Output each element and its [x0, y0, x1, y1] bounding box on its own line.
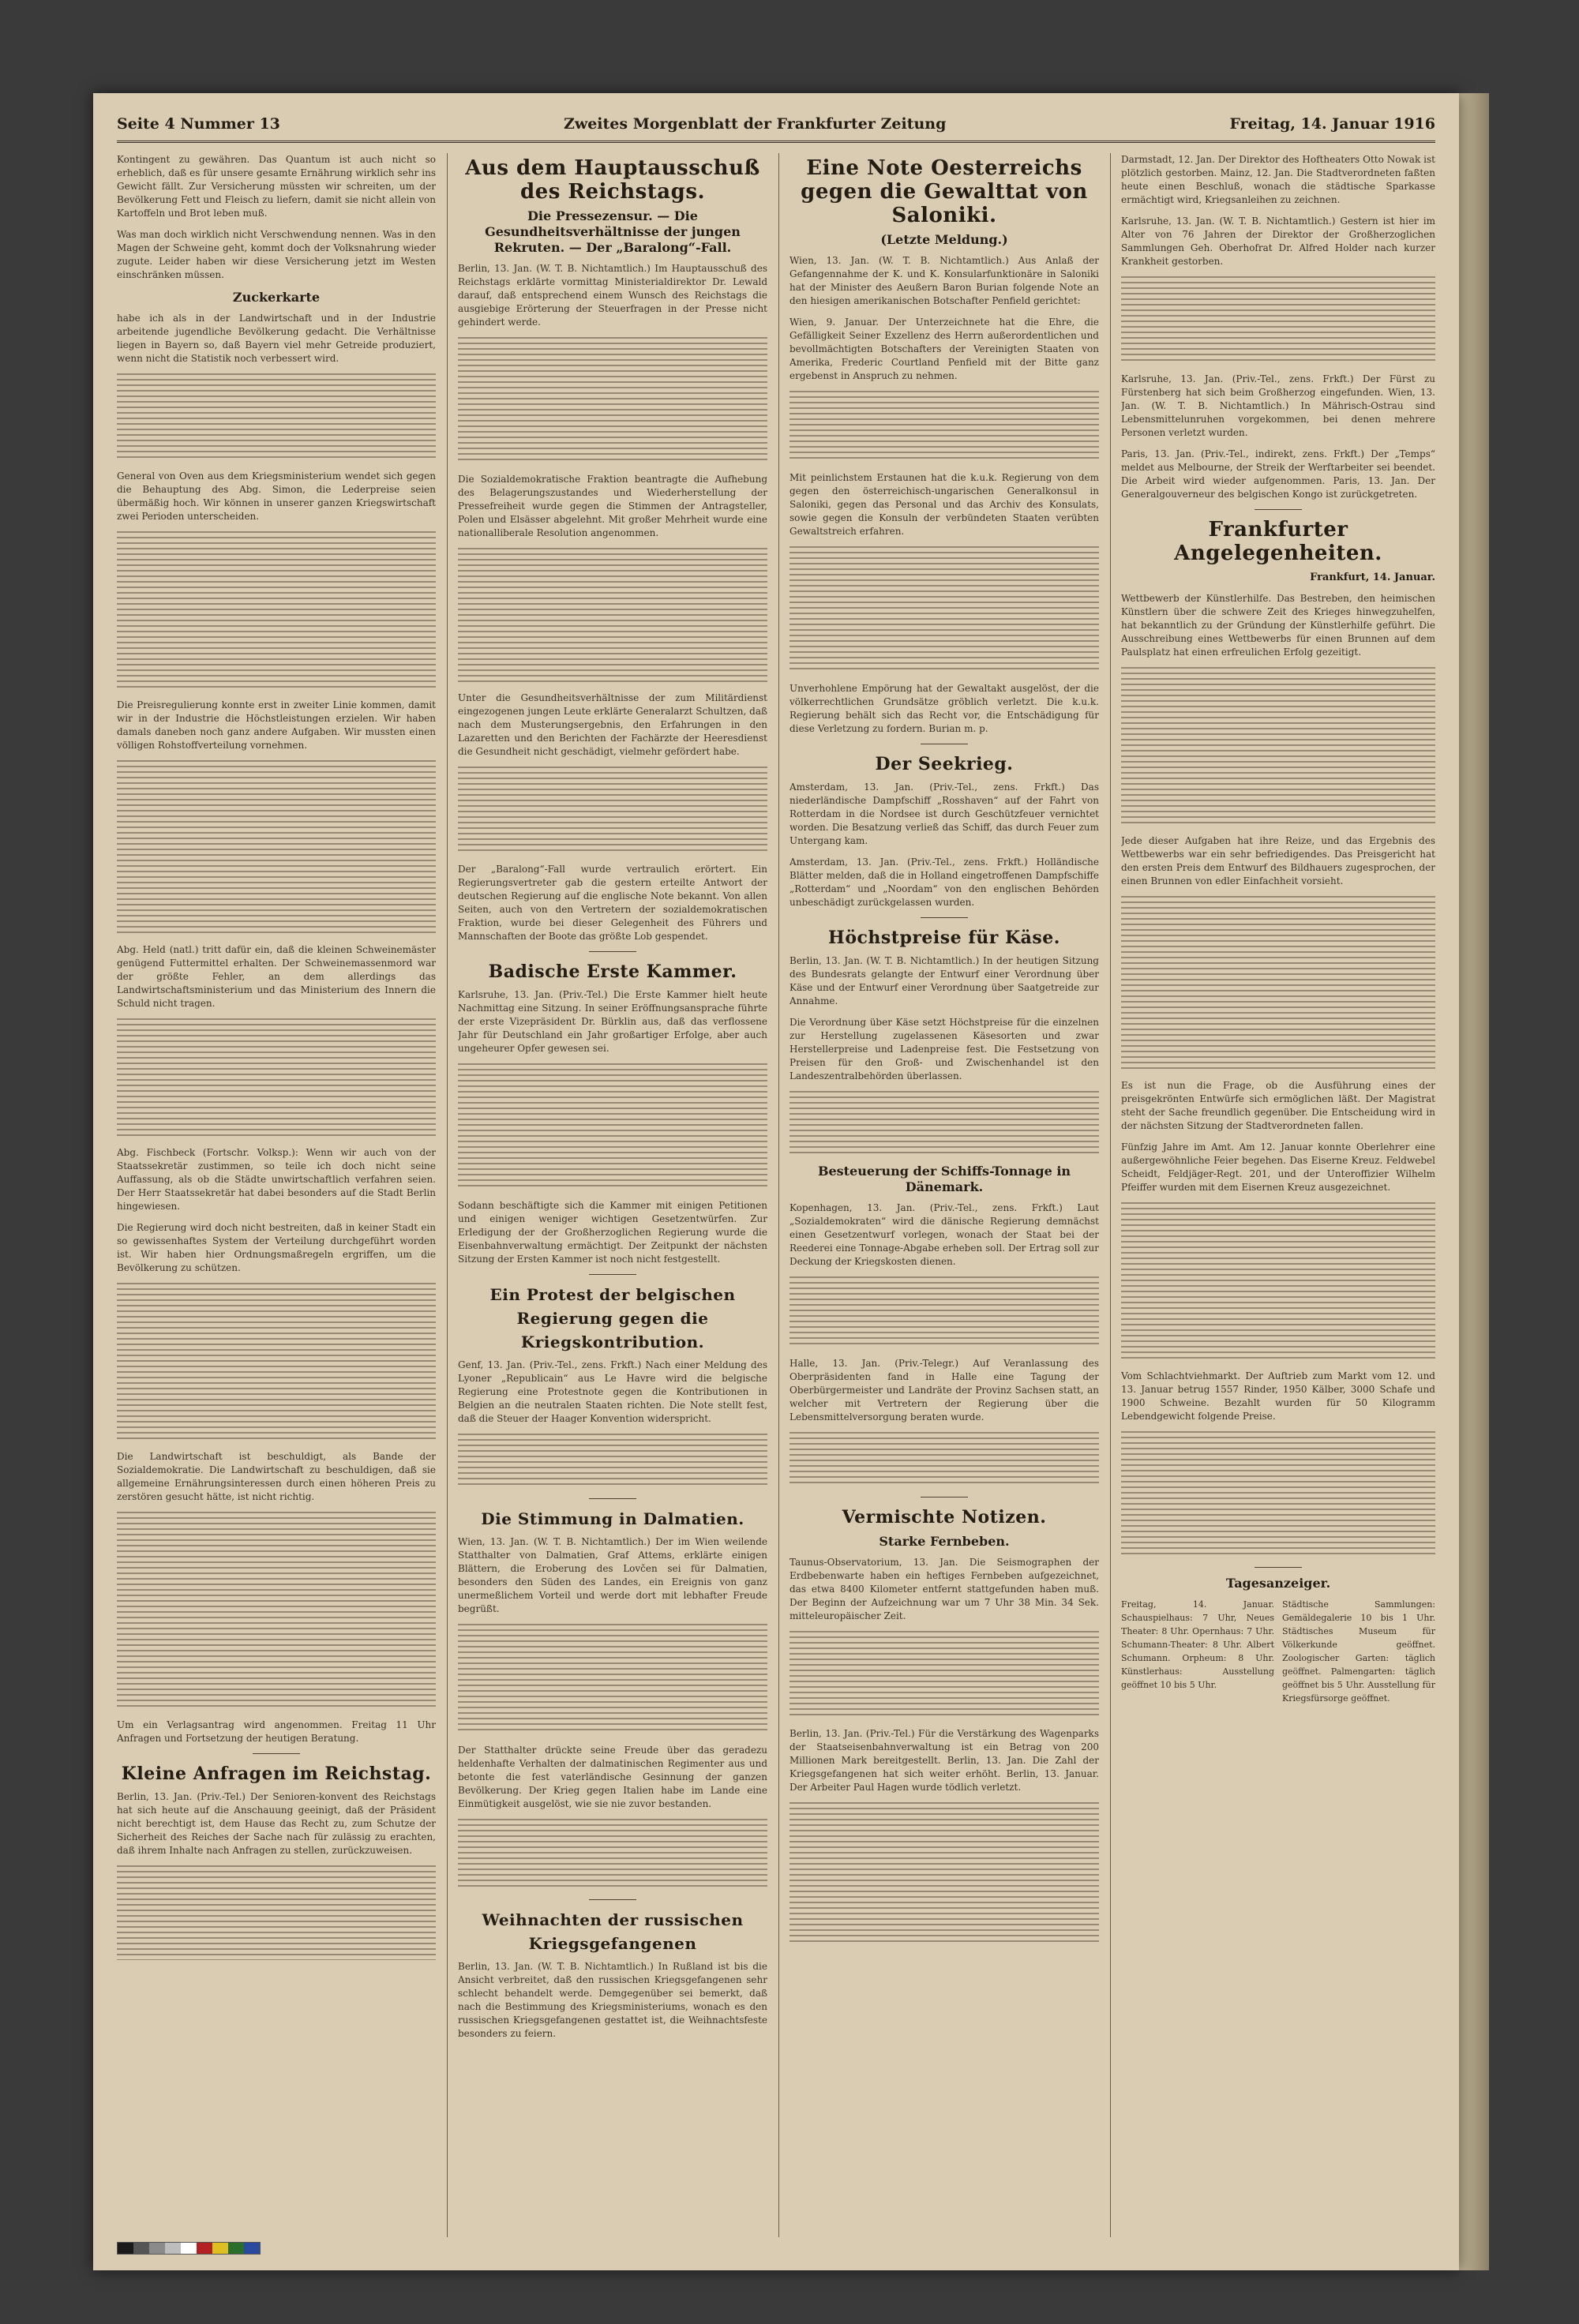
text-block [117, 1865, 436, 1960]
subheadline: (Letzte Meldung.) [880, 232, 1008, 247]
article-paragraph: Wettbewerb der Künstlerhilfe. Das Bestreben, den heimischen Künstlern über die schwere Zeit des Krieges hinwegzuhelfen, hat bekanntlich zu der Gründung der Künstlerhilfe geführt. Die Ausschreibung eines Wettbewerbs für einen Brunnen auf dem Paulsplatz hat einen erfreulichen Erfolg gezeitigt. [1121, 593, 1435, 658]
headline: Die Stimmung in Dalmatien. [481, 1509, 744, 1528]
edition-title: Zweites Morgenblatt der Frankfurter Zeitung [563, 115, 947, 133]
subheadline: Starke Fernbeben. [879, 1534, 1010, 1549]
section-heading: Zuckerkarte [232, 290, 321, 305]
article-paragraph: Berlin, 13. Jan. (W. T. B. Nichtamtlich.) In der heutigen Sitzung des Bundesrats gelangte der Entwurf einer Verordnung über Käse und der Entwurf einer Verordnung über Saatgetreide zur Annahme. [790, 955, 1099, 1006]
article-paragraph: Taunus-Observatorium, 13. Jan. Die Seismographen der Erdbebenwarte haben ein heftiges Fernbeben aufgezeichnet, das etwa 8400 Kilometer entfernt stattgefunden haben muß. Der Beginn der Aufzeichnung war um 7 Uhr 38 Min. 34 Sek. mitteleuropäischer Zeit. [790, 1557, 1099, 1621]
color-swatch [228, 2243, 244, 2254]
text-block [117, 373, 436, 460]
column-4 [1121, 153, 1435, 2245]
headline: Der Seekrieg. [875, 754, 1014, 774]
divider [253, 1753, 300, 1754]
article-paragraph: Um ein Verlagsantrag wird angenommen. Freitag 11 Uhr Anfragen und Fortsetzung der heutigen Beratung. [117, 1719, 436, 1744]
article-paragraph: Abg. Fischbeck (Fortschr. Volksp.): Wenn wir auch von der Staatssekretär zustimmen, so teile ich doch nicht seine Auffassung, als ob die Städte unwirtschaftlich verfahren seien. Der Herr Staatssekretär hat dabei besonders auf die Stadt Berlin hingewiesen. [117, 1147, 436, 1212]
text-block [458, 1434, 767, 1489]
color-swatch [149, 2243, 165, 2254]
article-paragraph: Berlin, 13. Jan. (W. T. B. Nichtamtlich.) Im Hauptausschuß des Reichstags erklärte vormittag Ministerialdirektor Dr. Lewald darauf, daß entsprechend einem Wunsch des Reichstags die ausgiebige Erörterung der Steuerfragen in der Presse nicht gehindert werde. [458, 263, 767, 328]
text-block [458, 1624, 767, 1734]
text-block [117, 531, 436, 689]
text-block [790, 1432, 1099, 1487]
color-swatch [165, 2243, 181, 2254]
text-block [790, 391, 1099, 462]
text-block [458, 548, 767, 682]
text-block [1121, 1431, 1435, 1557]
article-paragraph: Wien, 13. Jan. (W. T. B. Nichtamtlich.) Der im Wien weilende Statthalter von Dalmatien, Graf Attems, erklärte einigen Blättern, die Eroberung des Lovčen sei für Dalmatien, besonders den Süden des Landes, ein Ereignis von ganz unermeßlichem Vorteil und werde dort mit lebhafter Freude begrüßt. [458, 1536, 767, 1614]
divider [1255, 1567, 1302, 1568]
issue-date: Freitag, 14. Januar 1916 [1229, 115, 1435, 133]
divider [589, 1274, 636, 1275]
text-block [117, 1283, 436, 1441]
color-swatch [133, 2243, 149, 2254]
article-paragraph: Darmstadt, 12. Jan. Der Direktor des Hoftheaters Otto Nowak ist plötzlich gestorben. Mainz, 12. Jan. Die Stadtverordneten faßten heute einen Beschluß, wonach die städtische Sparkasse ermächtigt wird, Kriegsanleihen zu zeichnen. [1121, 154, 1435, 205]
article-paragraph: habe ich als in der Landwirtschaft und in der Industrie arbeitende jugendliche Bevölkerung gedacht. Die Verhältnisse liegen in Bayern so, daß Bayern viel mehr Getreide produziert, wenn nicht die Statistik noch verbessert wird. [117, 313, 436, 364]
article-paragraph: Berlin, 13. Jan. (Priv.-Tel.) Für die Verstärkung des Wagenparks der Staatseisenbahnverwaltung ist ein Betrag von 200 Millionen Mark bereitgestellt. Berlin, 13. Jan. Die Zahl der Kriegsgefangenen hat sich weiter erhöht. Berlin, 13. Januar. Der Arbeiter Paul Hagen wurde tödlich verletzt. [790, 1728, 1099, 1793]
text-block [1121, 1202, 1435, 1360]
text-block [458, 1819, 767, 1890]
text-block [790, 1276, 1099, 1348]
text-block [117, 760, 436, 934]
article-paragraph: Unter die Gesundheitsverhältnisse der zum Militärdienst eingezogenen jungen Leute erklärte Generalarzt Schultzen, daß nach dem Musterungsergebnis, den Erfahrungen in den Lazaretten und den Berichten der Fachärzte der Heeresdienst die Gesundheit nicht geschädigt, vielmehr gefördert habe. [458, 692, 767, 757]
article-paragraph: Die Regierung wird doch nicht bestreiten, daß in keiner Stadt ein so gewissenhaftes System der Verteilung durchgeführt worden ist. Wir haben hier Ordnungsmaßregeln ergriffen, um die Bevölkerung zu schützen. [117, 1222, 436, 1273]
text-block [1121, 276, 1435, 363]
column-1 [117, 153, 436, 2245]
article-paragraph: Fünfzig Jahre im Amt. Am 12. Januar konnte Oberlehrer eine außergewöhnliche Feier begehen. Das Eiserne Kreuz. Feldwebel Scheidt, Feldjäger-Regt. 201, und der Unteroffizier Wilhelm Pfeiffer wurden mit dem Eisernen Kreuz ausgezeichnet. [1121, 1141, 1435, 1193]
divider [589, 951, 636, 952]
headline: Ein Protest der belgischen Regierung gegen die Kriegskontribution. [489, 1285, 736, 1351]
text-block [458, 337, 767, 463]
column-3 [790, 153, 1099, 2245]
article-paragraph: Karlsruhe, 13. Jan. (W. T. B. Nichtamtlich.) Gestern ist hier im Alter von 76 Jahren der Direktor der Großherzoglichen Sammlungen Geh. Oberhofrat Dr. Alfred Holder nach kurzer Krankheit gestorben. [1121, 216, 1435, 267]
article-paragraph: Abg. Held (natl.) tritt dafür ein, daß die kleinen Schweinemäster genügend Futtermittel erhalten. Der Schweinemassenmord war der größte Fehler, an dem allerdings das Landwirtschaftsministerium und das Ministerium des Innern die Schuld nicht tragen. [117, 944, 436, 1009]
page-number: Seite 4 Nummer 13 [117, 115, 280, 133]
article-paragraph: General von Oven aus dem Kriegsministerium wendet sich gegen die Behauptung des Abg. Simon, die Lederpreise seien übermäßig hoch. Wir können in unserer ganzen Kriegswirtschaft zwei Perioden unterscheiden. [117, 470, 436, 522]
subheadline: Besteuerung der Schiffs-Tonnage in Dänemark. [817, 1164, 1071, 1194]
article-paragraph: Amsterdam, 13. Jan. (Priv.-Tel., zens. Frkft.) Das niederländische Dampfschiff „Rosshaven“ auf der Fahrt von Rotterdam in die Nordsee ist durch Geschützfeuer vernichtet worden. Die Besatzung verließ das Schiff, das durch Feuer zum Untergang kam. [790, 782, 1099, 846]
text-block [790, 1631, 1099, 1718]
headline: Kleine Anfragen im Reichstag. [121, 1764, 432, 1784]
article-paragraph: Berlin, 13. Jan. (W. T. B. Nichtamtlich.) In Rußland ist bis die Ansicht verbreitet, daß den russischen Kriegsgefangenen sehr schlecht behandelt werde. Demgegenüber sei bemerkt, daß nach die Bestimmung des Kriegsministeriums, wonach es den russischen Kriegsgefangenen gestattet ist, die Weihnachtsfeste besonders zu feiern. [458, 1961, 767, 2039]
article-paragraph: Kopenhagen, 13. Jan. (Priv.-Tel., zens. Frkft.) Laut „Sozialdemokraten“ wird die dänische Regierung demnächst einen Gesetzentwurf vorlegen, wonach der Staat bei der Reederei eine Tonnage-Abgabe erheben soll. Der Ertrag soll zur Deckung der Kriegskosten dienen. [790, 1202, 1099, 1267]
article-paragraph: Unverhohlene Empörung hat der Gewaltakt ausgelöst, der die völkerrechtlichen Grundsätze gröblich verletzt. Die k.u.k. Regierung behält sich das Recht vor, die Entschädigung für diese Verletzung zu fordern. Burian m. p. [790, 683, 1099, 734]
article-paragraph: Berlin, 13. Jan. (Priv.-Tel.) Der Senioren-konvent des Reichstags hat sich heute auf die Anschauung geeinigt, daß der Präsident nicht berechtigt ist, dem Hause das Recht zu, zum Schutze der Sicherheit des Reiches der Sache nach für zulässig zu erachten, daß ihrem Inhalte nach Anfragen zu stellen, zurückzuweisen. [117, 1791, 436, 1856]
text-block [458, 1063, 767, 1190]
page-header [117, 107, 1435, 143]
article-paragraph: Wien, 9. Januar. Der Unterzeichnete hat die Ehre, die Gefälligkeit Seiner Exzellenz des Herrn außerordentlichen und bevollmächtigten Botschafters der Vereinigten Staaten von Amerika, Frederic Courtland Penfield mit der Bitte ganz ergebenst in Anspruch zu nehmen. [790, 317, 1099, 381]
article-paragraph: Sodann beschäftigte sich die Kammer mit einigen Petitionen und einigen weniger wichtigen Gesetzentwürfen. Zur Erledigung der der Großherzoglichen Regierung wurde die Eisenbahnverwaltung ermächtigt. Der Zeitpunkt der nächsten Sitzung der Ersten Kammer ist noch nicht festgestellt. [458, 1200, 767, 1265]
headline: Vermischte Notizen. [842, 1507, 1047, 1527]
divider [1255, 509, 1302, 510]
headline: Badische Erste Kammer. [488, 961, 737, 982]
color-swatch [181, 2243, 197, 2254]
article-paragraph: Die Sozialdemokratische Fraktion beantragte die Aufhebung des Belagerungszustandes und Wiederherstellung der Pressefreiheit wurde gegen die Stimmen der Antragsteller, Polen und Elsässer abgelehnt. Mit großer Mehrheit wurde eine nationalliberale Resolution angenommen. [458, 474, 767, 538]
text-block [790, 1091, 1099, 1154]
text-block [117, 1018, 436, 1137]
color-swatch [212, 2243, 228, 2254]
dateline: Frankfurt, 14. Januar. [1310, 572, 1435, 583]
article-paragraph: Die Preisregulierung konnte erst in zweiter Linie kommen, damit wir in der Industrie die Höchstleistungen erzielen. Wir haben damals daneben noch ganz andere Aufgaben. Wir mussten einen völligen Rohstoffverteilung vornehmen. [117, 699, 436, 751]
headline: Aus dem Hauptausschuß des Reichstags. [465, 156, 760, 204]
column-rule [447, 153, 448, 2237]
article-paragraph: Der Statthalter drückte seine Freude über das geradezu heldenhafte Verhalten der dalmatinischen Regimenter aus und betonte die fest vaterländische Gesinnung der ganzen Bevölkerung. Der Krieg gegen Italien habe im Lande eine Einmütigkeit ausgelöst, wie sie nie zuvor bestanden. [458, 1745, 767, 1809]
headline: Eine Note Oesterreichs gegen die Gewalttat von Saloniki. [801, 156, 1088, 227]
article-paragraph: Amsterdam, 13. Jan. (Priv.-Tel., zens. Frkft.) Holländische Blätter melden, daß die in Holland eingetroffenen Dampfschiffe „Rotterdam“ und „Noordam“ von den englischen Behörden unbeschädigt zurückgelassen wurden. [790, 857, 1099, 908]
article-paragraph: Paris, 13. Jan. (Priv.-Tel., indirekt, zens. Frkft.) Der „Temps“ meldet aus Melbourne, der Streik der Werftarbeiter sei beendet. Die Arbeit wird wieder aufgenommen. Paris, 13. Jan. Der Generalgouverneur des belgischen Kongo ist zurückgetreten. [1121, 448, 1435, 500]
divider [589, 1899, 636, 1900]
article-paragraph: Die Landwirtschaft ist beschuldigt, als Bande der Sozialdemokratie. Die Landwirtschaft zu beschuldigen, daß sie allgemeine Ernährungsinteressen durch einen höheren Preis zu zerstören gesucht hätte, ist nicht richtig. [117, 1451, 436, 1502]
article-paragraph: Kontingent zu gewähren. Das Quantum ist auch nicht so erheblich, daß es für unsere gesamte Ernährung wirklich sehr ins Gewicht fällt. Zur Versicherung müssten wir schreiten, um der Bevölkerung Fett und Fleisch zu liefern, damit sie nicht allein von Kartoffeln und Brot leben muß. [117, 154, 436, 219]
article-paragraph: Wien, 13. Jan. (W. T. B. Nichtamtlich.) Aus Anlaß der Gefangennahme der K. und K. Konsularfunktionäre in Saloniki hat der Minister des Aeußern Baron Burian folgende Note an den hiesigen amerikanischen Botschafter Penfield gerichtet: [790, 255, 1099, 306]
article-paragraph: Karlsruhe, 13. Jan. (Priv.-Tel., zens. Frkft.) Der Fürst zu Fürstenberg hat sich beim Großherzog eingefunden. Wien, 13. Jan. (W. T. B. Nichtamtlich.) In Mährisch-Ostrau sind Lebensmittelunruhen vorgekommen, bei denen mehrere Personen verletzt wurden. [1121, 373, 1435, 438]
column-2 [458, 153, 767, 2245]
column-rule [778, 153, 779, 2237]
color-swatch [118, 2243, 133, 2254]
notices-table [1121, 1598, 1435, 1713]
column-rule [1110, 153, 1111, 2237]
article-paragraph: Es ist nun die Frage, ob die Ausführung eines der preisgekrönten Entwürfe sich ermöglichen läßt. Der Magistrat steht der Sache freundlich gegenüber. Die Entscheidung wird in der nächsten Sitzung der Stadtverordneten fallen. [1121, 1080, 1435, 1131]
article-paragraph: Der „Baralong“-Fall wurde vertraulich erörtert. Ein Regierungsvertreter gab die gestern erteilte Antwort der deutschen Regierung auf die englische Note bekannt. Von allen Seiten, auch von den Vertretern der sozialdemokratischen Fraktion, wurde bei dieser Gelegenheit des Führers und Mannschaften der Boote das größte Lob gespendet. [458, 864, 767, 942]
article-paragraph: Karlsruhe, 13. Jan. (Priv.-Tel.) Die Erste Kammer hielt heute Nachmittag eine Sitzung. In seiner Eröffnungsansprache führte der erste Vizepräsident Dr. Bürklin aus, daß das verflossene Jahr für Deutschland ein Jahr großartiger Erfolge, aber auch ungeheurer Opfer gewesen sei. [458, 989, 767, 1054]
divider [589, 1498, 636, 1499]
page-edge [1459, 93, 1489, 2270]
article-paragraph: Die Verordnung über Käse setzt Höchstpreise für die einzelnen zur Herstellung zugelassenen Käsesorten und zwar Herstellerpreise und Ladenpreise fest. Die Festsetzung von Preisen für den Groß- und Zwischenhandel ist den Landeszentralbehörden überlassen. [790, 1017, 1099, 1081]
notices-right: Städtische Sammlungen: Gemäldegalerie 10 bis 1 Uhr. Städtisches Museum für Völkerkunde geöffnet. Zoologischer Garten: täglich geöffnet. Palmengarten: täglich geöffnet bis 5 Uhr. Ausstellung für Kriegsfürsorge geöffnet. [1282, 1599, 1435, 1704]
subheadline: Die Pressezensur. — Die Gesundheitsverhältnisse der jungen Rekruten. — Der „Baralong“-Fall. [485, 208, 741, 255]
text-block [1121, 667, 1435, 825]
subheadline: Tagesanzeiger. [1225, 1576, 1331, 1591]
divider [921, 917, 968, 918]
article-paragraph: Halle, 13. Jan. (Priv.-Telegr.) Auf Veranlassung des Oberpräsidenten fand in Halle eine Tagung der Oberbürgermeister und Landräte der Provinz Sachsen statt, an welcher mit Vertretern der Regierung über die Lebensmittelversorgung beraten wurde. [790, 1358, 1099, 1423]
text-block [790, 546, 1099, 673]
newspaper-page [93, 93, 1459, 2270]
headline: Frankfurter Angelegenheiten. [1174, 518, 1382, 565]
text-block [458, 767, 767, 853]
text-block [790, 1802, 1099, 1944]
article-paragraph: Jede dieser Aufgaben hat ihre Reize, und das Ergebnis des Wettbewerbs war ein sehr befriedigendes. Das Preisgericht hat den ersten Preis dem Entwurf des Bildhauers zugesprochen, der einen Brunnen von edler Einfachheit vorsieht. [1121, 835, 1435, 886]
text-block [1121, 896, 1435, 1070]
color-swatch [197, 2243, 212, 2254]
headline: Höchstpreise für Käse. [828, 928, 1060, 948]
text-block [117, 1512, 436, 1709]
article-paragraph: Vom Schlachtviehmarkt. Der Auftrieb zum Markt vom 12. und 13. Januar betrug 1557 Rinder, 1950 Kälber, 3000 Schafe und 1900 Schweine. Bezahlt wurden für 50 Kilogramm Lebendgewicht folgende Preise. [1121, 1370, 1435, 1422]
color-swatch [244, 2243, 260, 2254]
headline: Weihnachten der russischen Kriegsgefangenen [482, 1910, 744, 1953]
article-paragraph: Mit peinlichstem Erstaunen hat die k.u.k. Regierung von dem gegen den österreichisch-ungarischen Generalkonsul in Saloniki, gegen das Personal und das Archiv des Konsulats, sowie gegen die Konsuln der verbündeten Staaten verübten Gewaltstreich erfahren. [790, 472, 1099, 537]
notices-left: Freitag, 14. Januar. Schauspielhaus: 7 Uhr, Neues Theater: 8 Uhr. Opernhaus: 7 Uhr. Schumann-Theater: 8 Uhr. Albert Schumann. Orpheum: 8 Uhr. Künstlerhaus: Ausstellung geöffnet 10 bis 5 Uhr. [1121, 1599, 1274, 1690]
article-paragraph: Was man doch wirklich nicht Verschwendung nennen. Was in den Magen der Schweine geht, kommt doch der Volksnahrung wieder zugute. Leider haben wir diese Versicherung jetzt im Westen einschränken müssen. [117, 229, 436, 280]
color-calibration-bar [117, 2242, 261, 2255]
article-paragraph: Genf, 13. Jan. (Priv.-Tel., zens. Frkft.) Nach einer Meldung des Lyoner „Republicain“ aus Le Havre wird die belgische Regierung eine Protestnote gegen die Kontributionen in Belgien an die neutralen Staaten richten. Die Note stellt fest, daß die Steuer der Haager Konvention widerspricht. [458, 1359, 767, 1424]
